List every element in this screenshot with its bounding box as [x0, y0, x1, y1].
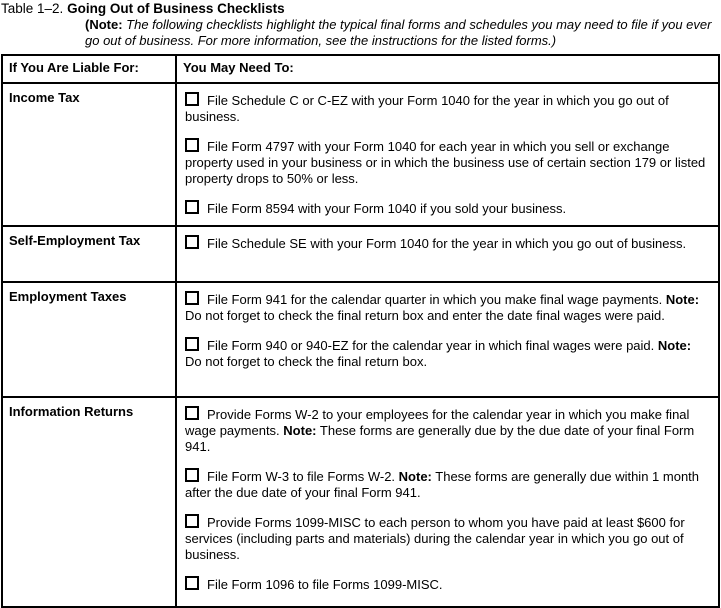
checklist-item [185, 291, 706, 324]
checklist-item [185, 514, 706, 563]
empty-checkbox-icon [185, 406, 199, 420]
item-note-text: Do not forget to check the final return box and enter the date final wages were paid. [185, 308, 665, 323]
empty-checkbox-icon [185, 576, 199, 590]
liability-cell: Income Tax [2, 83, 176, 226]
item-text: File Schedule C or C-EZ with your Form 1040 for the year in which you go out of business. [185, 93, 669, 124]
checklist-item [185, 138, 706, 187]
checklist-table [1, 54, 720, 608]
checklist-item [185, 406, 706, 455]
item-text: File Schedule SE with your Form 1040 for the year in which you go out of business. [207, 236, 687, 251]
empty-checkbox-icon [185, 235, 199, 249]
item-note-label: Note: [654, 338, 692, 353]
table-row [2, 282, 719, 397]
table-number: Table 1–2. [1, 1, 64, 16]
liability-cell: Information Returns [2, 397, 176, 607]
empty-checkbox-icon [185, 200, 199, 214]
item-note-label: Note: [395, 469, 432, 484]
header-may-need-to: You May Need To: [176, 55, 719, 83]
item-text: File Form 8594 with your Form 1040 if you sold your business. [207, 201, 567, 216]
note-text: The following checklists highlight the typical final forms and schedules you may need to file if you ever go out of business. For more information, see the instructions for the listed forms.) [85, 17, 712, 48]
empty-checkbox-icon [185, 514, 199, 528]
item-text: File Form 940 or 940-EZ for the calendar year in which final wages were paid. [207, 338, 655, 353]
item-note-label: Note: [662, 292, 700, 307]
table-row [2, 226, 719, 282]
table-row [2, 397, 719, 607]
item-text: File Form 941 for the calendar quarter in which you make final wage payments. [207, 292, 663, 307]
header-row [2, 55, 719, 83]
checklist-item [185, 337, 706, 370]
note-label: (Note: [85, 17, 123, 32]
empty-checkbox-icon [185, 138, 199, 152]
item-text: File Form 4797 with your Form 1040 for each year in which you sell or exchange property used in your business or in which the business use of certain section 179 or listed property drops to 50% or less. [185, 139, 706, 186]
checklist-item [185, 468, 706, 501]
table-body [2, 83, 719, 607]
item-note-text: These forms are generally due by the due date of your final Form 941. [185, 423, 695, 454]
checklist-item [185, 200, 706, 217]
item-text: File Form 1096 to file Forms 1099-MISC. [207, 577, 443, 592]
liability-cell: Employment Taxes [2, 282, 176, 397]
empty-checkbox-icon [185, 92, 199, 106]
table-title: Going Out of Business Checklists [67, 1, 285, 16]
items-cell [176, 282, 719, 397]
table-note [85, 17, 717, 49]
items-cell [176, 83, 719, 226]
header-liable-for: If You Are Liable For: [2, 55, 176, 83]
item-note-text: These forms are generally due within 1 month after the due date of your final Form 941. [185, 469, 700, 500]
items-cell [176, 397, 719, 607]
page-title [1, 1, 721, 17]
checklist-item [185, 235, 706, 252]
items-cell [176, 226, 719, 282]
empty-checkbox-icon [185, 468, 199, 482]
item-text: File Form W-3 to file Forms W-2. [207, 469, 396, 484]
item-text: Provide Forms 1099-MISC to each person to whom you have paid at least $600 for services (including parts and materials) during the calendar year in which you go out of business. [185, 515, 685, 562]
document-page [0, 1, 721, 592]
table-row [2, 83, 719, 226]
empty-checkbox-icon [185, 337, 199, 351]
liability-cell: Self-Employment Tax [2, 226, 176, 282]
checklist-item [185, 576, 706, 593]
item-text: Provide Forms W-2 to your employees for the calendar year in which you make final wage payments. [185, 407, 690, 438]
empty-checkbox-icon [185, 291, 199, 305]
item-note-text: Do not forget to check the final return box. [185, 354, 428, 369]
item-note-label: Note: [279, 423, 317, 438]
checklist-item [185, 92, 706, 125]
